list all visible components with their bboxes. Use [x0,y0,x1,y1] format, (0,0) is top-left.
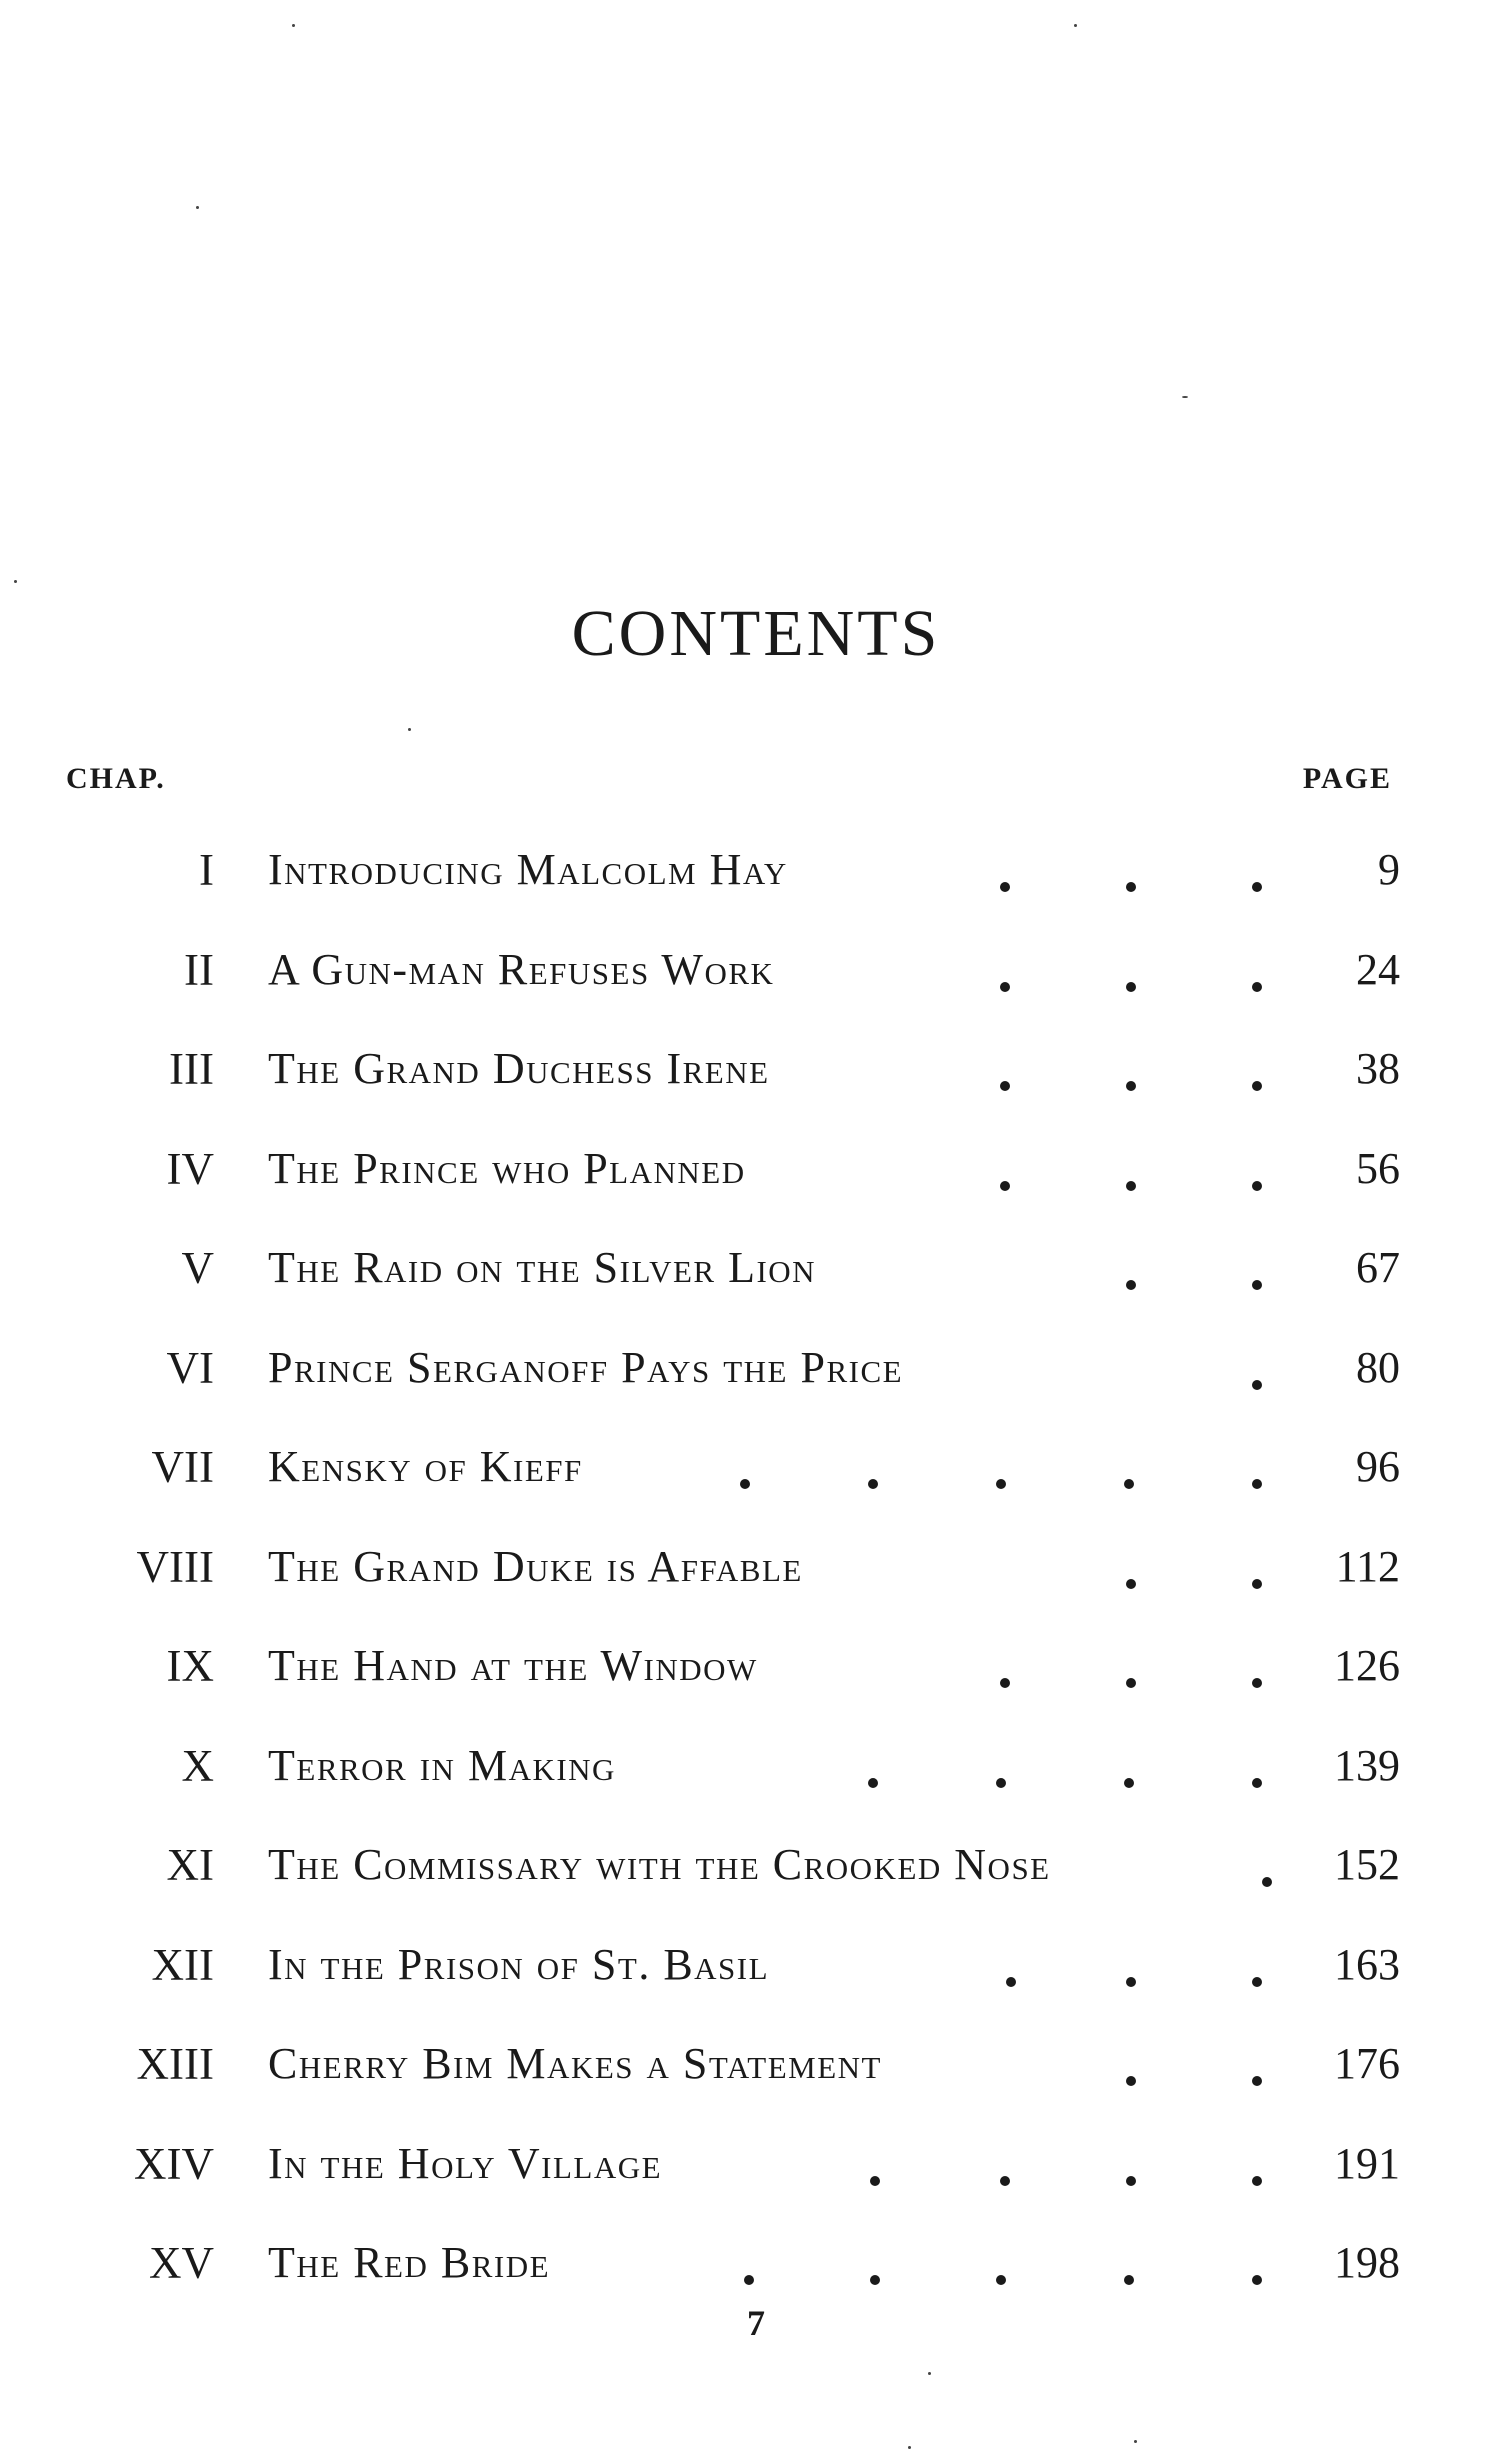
leader-dot [1126,2076,1136,2086]
chapter-title: The Prince who Planned [268,1143,746,1193]
leader-dot [1126,2176,1136,2186]
chapter-page-number: 139 [1334,1740,1400,1790]
leader-dot [1000,882,1010,892]
scan-speck [408,728,411,731]
scan-speck [908,2446,911,2449]
leader-dot [1000,1181,1010,1191]
chapter-title: The Grand Duke is Affable [268,1541,803,1591]
chapter-title: Cherry Bim Makes a Statement [268,2039,882,2088]
chapter-title: The Grand Duchess Irene [268,1044,770,1093]
leader-dot [1124,1479,1134,1489]
chapter-number: I [199,845,214,895]
chapter-page-number: 38 [1356,1044,1400,1093]
chapter-title: Introducing Malcolm Hay [268,845,788,894]
leader-dot [996,2275,1006,2285]
leader-dot [1124,1778,1134,1788]
page-column-header: PAGE [1302,762,1392,795]
leader-dot [1252,1081,1262,1091]
chapter-page-number: 56 [1356,1143,1400,1193]
toc-entry [0,932,1512,1032]
dot-leader [0,1728,1512,1828]
leader-dot [1126,1280,1136,1290]
toc-entry [0,1827,1512,1927]
toc-entry [0,1230,1512,1330]
chapter-title: In the Holy Village [268,2138,663,2188]
leader-dot [1000,1081,1010,1091]
chapter-number: XIII [136,2039,214,2089]
chapter-number: IX [166,1641,214,1691]
leader-dot [870,2176,880,2186]
chapter-page-number: 152 [1334,1840,1400,1889]
chapter-page-number: 176 [1334,2039,1400,2088]
toc-entry [0,2026,1512,2126]
chapter-title: The Raid on the Silver Lion [268,1243,817,1292]
chapter-page-number: 126 [1334,1641,1400,1690]
leader-dot [1126,882,1136,892]
scan-speck [1182,396,1188,398]
leader-dot [1000,1678,1010,1688]
leader-dot [996,1778,1006,1788]
leader-dot [1252,982,1262,992]
chapter-number: X [181,1740,214,1791]
chapter-page-number: 198 [1334,2238,1400,2287]
dot-leader [0,2126,1512,2226]
chapter-number: VI [166,1342,214,1393]
leader-dot [1252,1678,1262,1688]
chapter-number: XII [151,1939,214,1990]
chapter-column-header: CHAP. [66,762,166,795]
table-of-contents [0,832,1512,2325]
toc-entry [0,1031,1512,1131]
leader-dot [1126,1977,1136,1987]
chapter-page-number: 96 [1356,1442,1400,1491]
toc-entry [0,1131,1512,1231]
toc-entry [0,1429,1512,1529]
chapter-title: The Red Bride [268,2238,551,2287]
chapter-title: A Gun-man Refuses Work [268,944,775,994]
chapter-page-number: 80 [1356,1342,1400,1392]
chapter-number: XV [149,2238,214,2288]
leader-dot [1124,2275,1134,2285]
leader-dot [1252,2275,1262,2285]
leader-dot [740,1479,750,1489]
chapter-title: The Hand at the Window [268,1641,758,1690]
leader-dot [996,1479,1006,1489]
chapter-page-number: 163 [1334,1939,1400,1989]
scan-speck [928,2372,931,2375]
chapter-number: XI [166,1840,214,1890]
chapter-title: In the Prison of St. Basil [268,1939,770,1989]
leader-dot [1000,2176,1010,2186]
chapter-number: IV [166,1143,214,1194]
leader-dot [1126,1579,1136,1589]
toc-entry [0,2126,1512,2226]
chapter-page-number: 24 [1356,944,1400,994]
leader-dot [868,1479,878,1489]
leader-dot [1006,1977,1016,1987]
chapter-page-number: 191 [1334,2138,1400,2188]
chapter-number: V [181,1243,214,1293]
page-number: 7 [747,2303,765,2343]
leader-dot [868,1778,878,1788]
leader-dot [1252,882,1262,892]
leader-dot [1252,1181,1262,1191]
chapter-number: III [169,1044,214,1094]
scan-speck [1074,24,1077,27]
leader-dot [1252,1977,1262,1987]
chapter-page-number: 67 [1356,1243,1400,1292]
leader-dot [1262,1877,1272,1887]
dot-leader [0,1131,1512,1231]
chapter-page-number: 112 [1335,1541,1400,1591]
leader-dot [870,2275,880,2285]
scan-speck [1134,2440,1137,2443]
page-title: CONTENTS [571,597,941,670]
chapter-title: Terror in Making [268,1740,616,1790]
chapter-page-number: 9 [1378,845,1400,894]
chapter-number: II [184,944,214,995]
toc-entry [0,1628,1512,1728]
toc-entry [0,1529,1512,1629]
scan-speck [196,206,199,209]
scan-speck [292,24,295,27]
chapter-title: The Commissary with the Crooked Nose [268,1840,1051,1889]
chapter-number: XIV [134,2138,214,2189]
leader-dot [1252,2176,1262,2186]
leader-dot [1126,1678,1136,1688]
chapter-number: VII [151,1442,214,1492]
leader-dot [1252,1479,1262,1489]
chapter-title: Prince Serganoff Pays the Price [268,1342,904,1392]
leader-dot [1126,982,1136,992]
leader-dot [1252,2076,1262,2086]
dot-leader [0,1429,1512,1529]
leader-dot [1252,1579,1262,1589]
chapter-title: Kensky of Kieff [268,1442,583,1491]
toc-entry [0,832,1512,932]
leader-dot [1252,1778,1262,1788]
scan-speck [14,580,17,583]
toc-entry [0,1330,1512,1430]
leader-dot [1000,982,1010,992]
leader-dot [1126,1181,1136,1191]
leader-dot [1252,1380,1262,1390]
leader-dot [1252,1280,1262,1290]
chapter-number: VIII [136,1541,214,1592]
toc-entry [0,1728,1512,1828]
leader-dot [1126,1081,1136,1091]
leader-dot [744,2275,754,2285]
toc-entry [0,1927,1512,2027]
